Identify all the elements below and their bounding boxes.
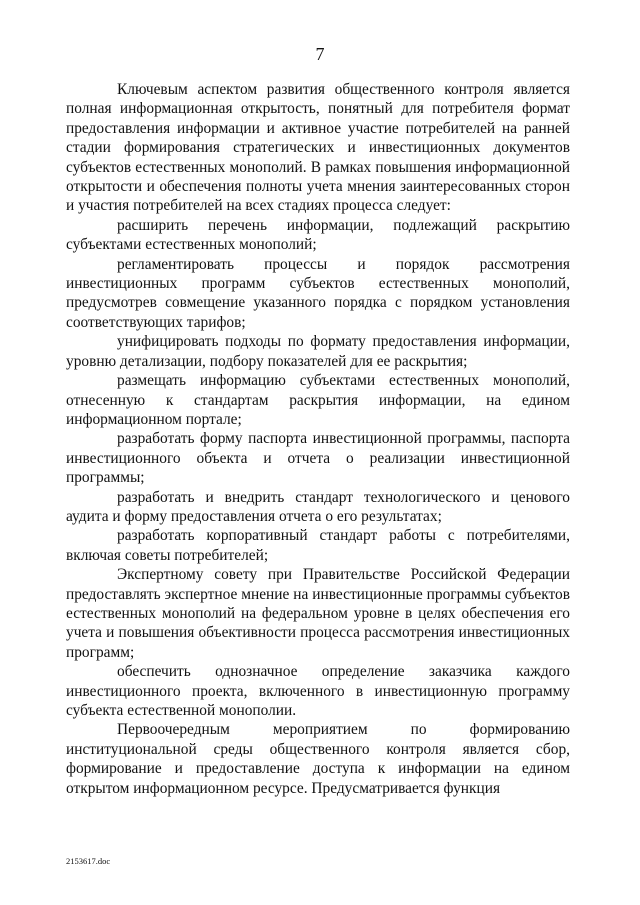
list-item-audit-standard: разработать и внедрить стандарт технологического и ценового аудита и форму предоставления отчета о его результатах; <box>66 488 570 525</box>
document-body <box>66 80 570 798</box>
list-item-publish-portal: размещать информацию субъектами естественных монополий, отнесенную к стандартам раскрытия информации, на едином информационном портале; <box>66 372 570 428</box>
list-item-regulate-processes: регламентировать процессы и порядок рассмотрения инвестиционных программ субъектов естественных монополий, предусмотрев совмещение указанного порядка с порядком установления соответствующих тарифов; <box>66 255 570 331</box>
list-item-customer-definition: обеспечить однозначное определение заказчика каждого инвестиционного проекта, включенного в инвестиционную программу субъекта естественной монополии. <box>66 663 570 719</box>
paragraph-intro: Ключевым аспектом развития общественного контроля является полная информационная открытость, понятный для потребителя формат предоставления информации и активное участие потребителей на ранней стадии формирования стратегических и инвестиционных документов субъектов естественных монополий. В рамках повышения информационной открытости и обеспечения полноты учета мнения заинтересованных сторон и участия потребителей на всех стадиях процесса следует: <box>66 81 570 215</box>
list-item-unify-approaches: унифицировать подходы по формату предоставления информации, уровню детализации, подбору показателей для ее раскрытия; <box>66 333 570 370</box>
list-item-passport-form: разработать форму паспорта инвестиционной программы, паспорта инвестиционного объекта и отчета о реализации инвестиционной программы; <box>66 430 570 487</box>
page-number: 7 <box>315 44 325 64</box>
file-name-footer: 2153617.doc <box>66 856 111 866</box>
list-item-expand-info: расширить перечень информации, подлежащий раскрытию субъектами естественных монополий; <box>66 216 570 254</box>
list-item-expert-council: Экспертному совету при Правительстве Российской Федерации предоставлять экспертное мнение на инвестиционные программы субъектов естественных монополий на федеральном уровне в целях обеспечения его учета и повышения объективности процесса рассмотрения инвестиционных программ; <box>66 566 570 661</box>
paragraph-priority-measure: Первоочередным мероприятием по формированию институциональной среды общественного контроля является сбор, формирование и предоставление доступа к информации на едином открытом информационном ресурсе. Предусматривается функция <box>66 721 570 797</box>
list-item-corporate-standard: разработать корпоративный стандарт работы с потребителями, включая советы потребителей; <box>66 527 570 564</box>
